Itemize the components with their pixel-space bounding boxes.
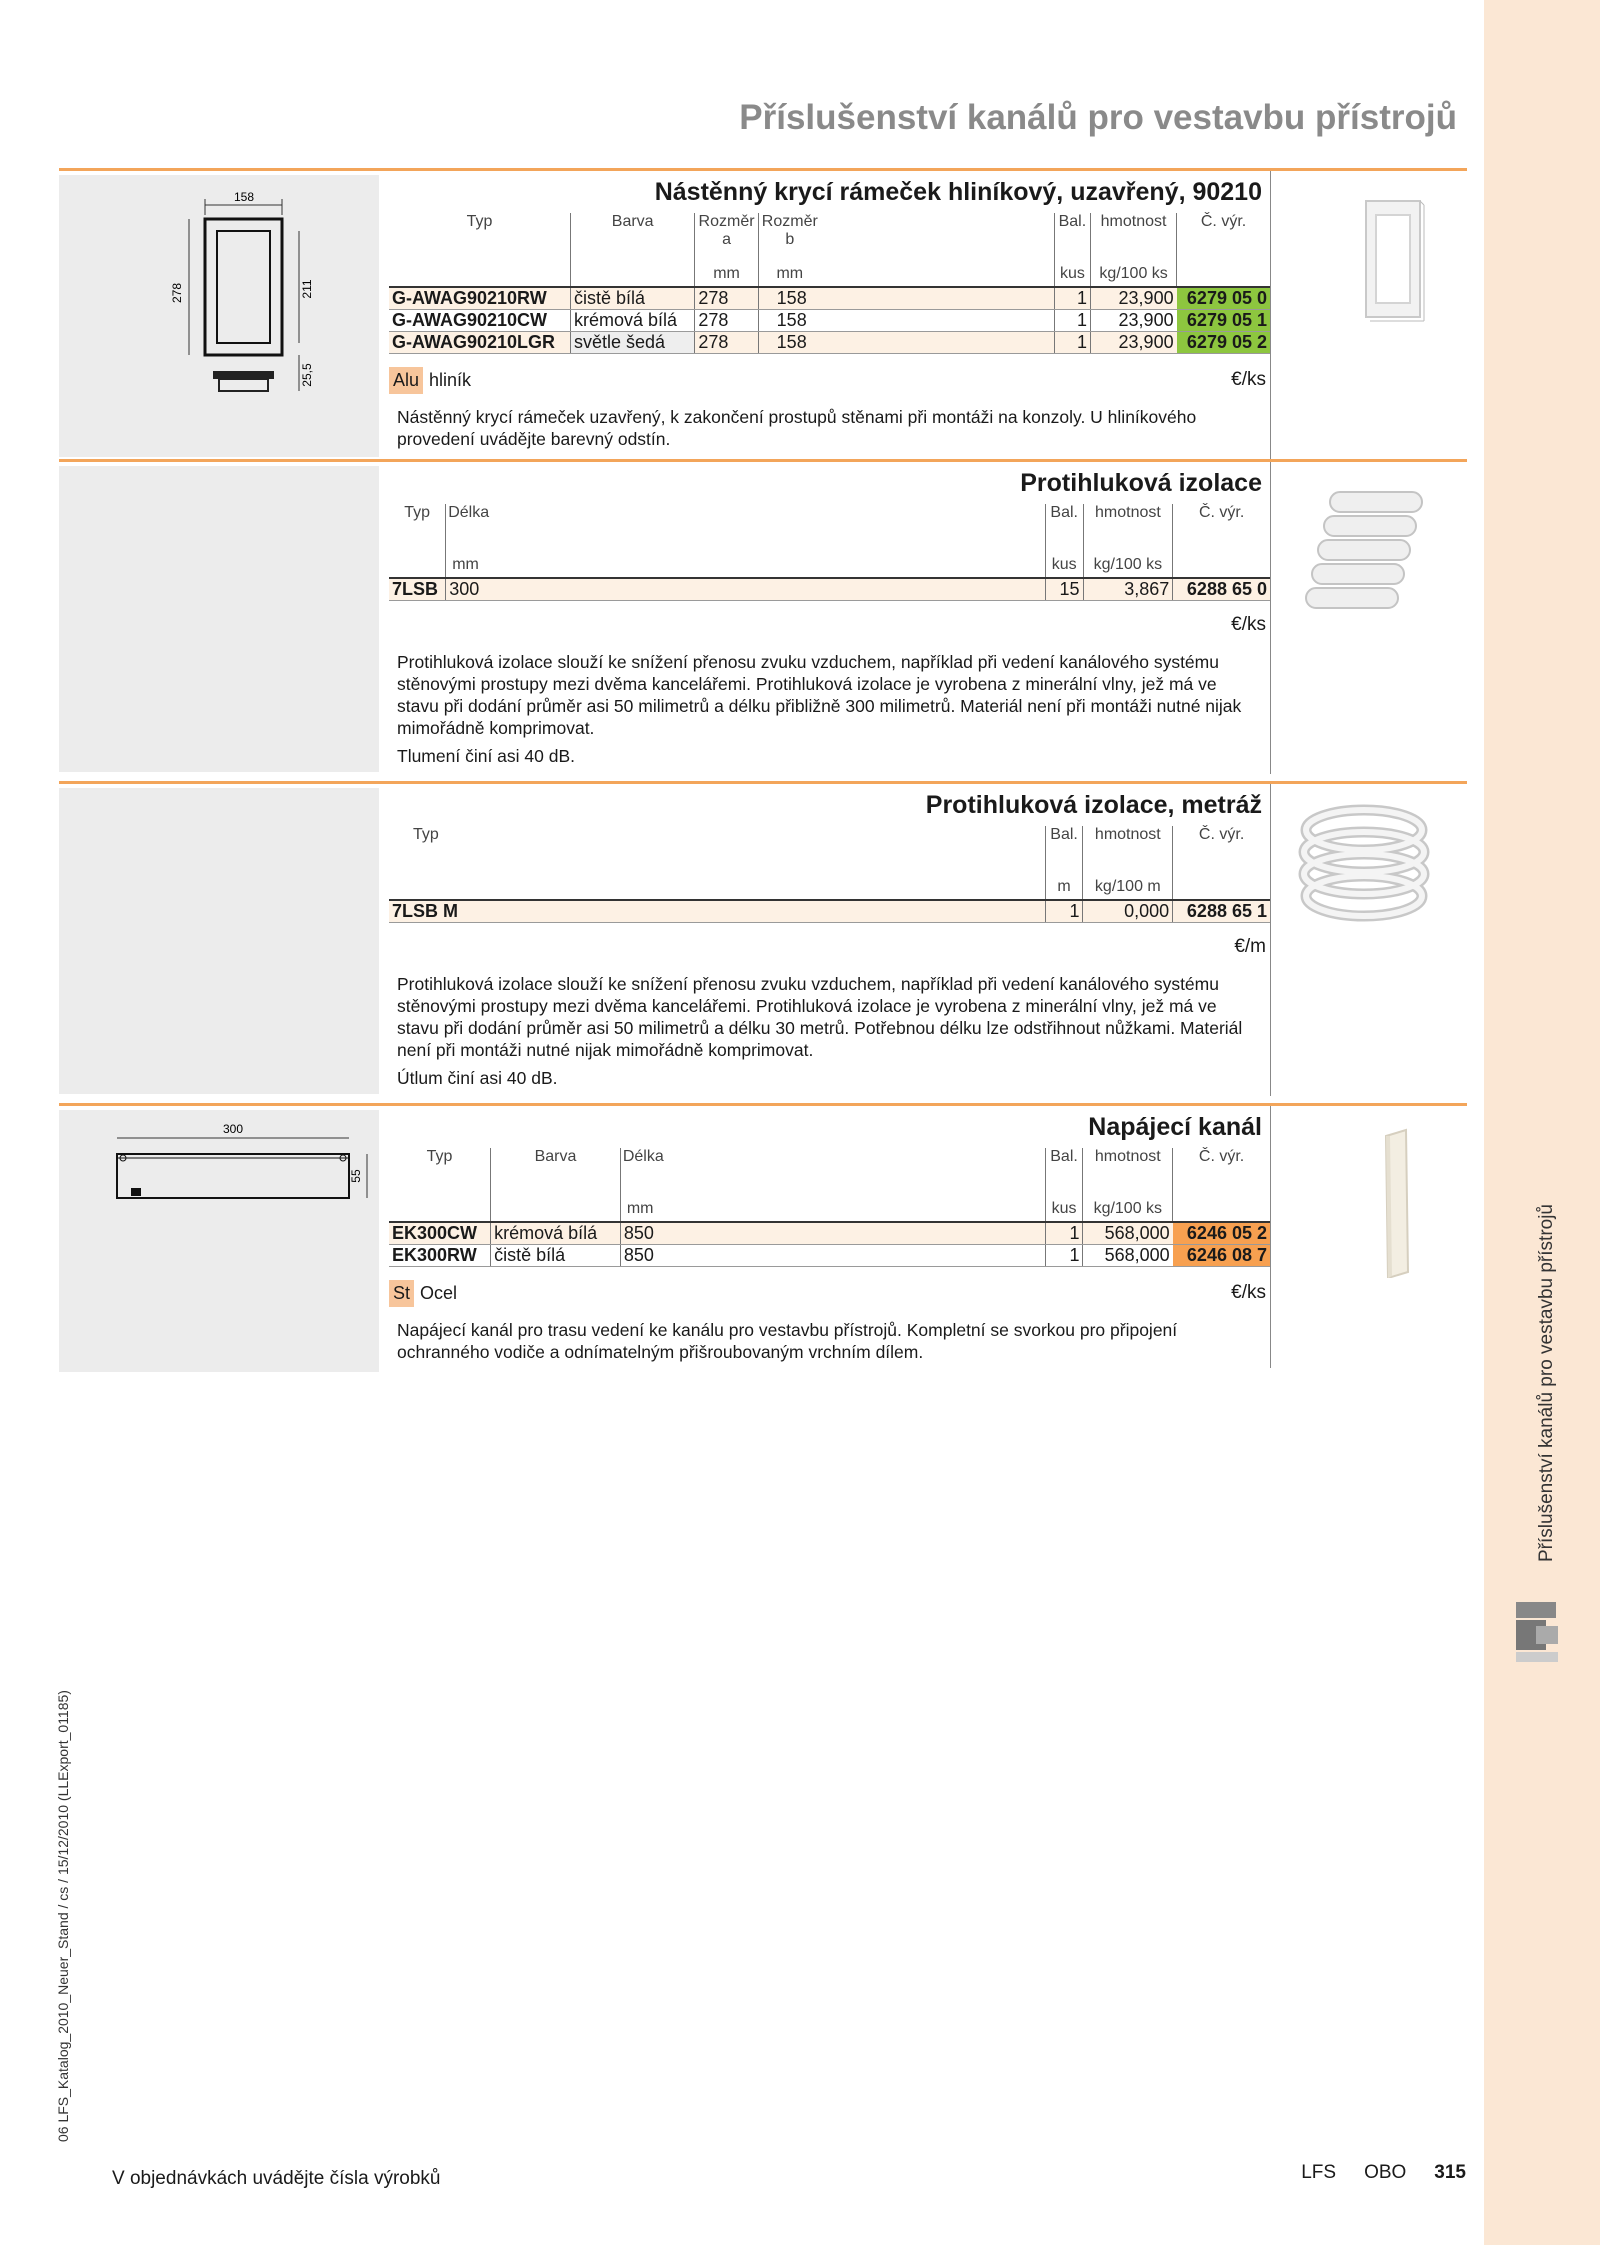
col-bal: Bal. [1045, 504, 1083, 550]
product-content [389, 1106, 1271, 1368]
col-hmotnost: hmotnost [1091, 213, 1177, 259]
product-photo-frame [1274, 187, 1454, 343]
article-number: 6288 65 1 [1173, 900, 1270, 923]
product-table [389, 504, 1270, 601]
description: Protihluková izolace slouží ke snížení přenosu zvuku vzduchem, například při vedení kanálového systému stěnovými prostupy mezi dvěma kancelářemi. Protihluková izolace je vyrobena z minerální vlny, jež má ve stavu při dodání průměr asi 50 milimetrů a délku 30 metrů. Potřebnou délku lze odstřihnout nůžkami. Materiál není při montáži nutné nijak mimořádně komprimovat. Útlum činí asi 40 dB. [397, 974, 1243, 1088]
product-table [389, 1148, 1270, 1267]
unit-hmotnost: kg/100 ks [1091, 259, 1177, 287]
export-info: 06 LFS_Katalog_2010_Neuer_Stand / cs / 15/12/2010 (LLExport_01185) [55, 1690, 71, 2142]
section-insulation-roll [59, 781, 1467, 1103]
description: Protihluková izolace slouží ke snížení přenosu zvuku vzduchem, například při vedení kanálového systému stěnovými prostupy mezi dvěma kancelářemi. Protihluková izolace je vyrobena z minerální vlny, jež má ve stavu při dodání průměr asi 50 milimetrů a délku přibližně 300 milimetrů. Materiál není při montáži nutné nijak mimořádně komprimovat. Tlumení činí asi 40 dB. [397, 652, 1242, 766]
page-title: Příslušenství kanálů pro vestavbu přístrojů [739, 98, 1457, 137]
col-typ: Typ [413, 826, 439, 843]
table-row: EK300RW čistě bílá 850 1 568,000 6246 08 7 [389, 1245, 1270, 1267]
material-row [389, 362, 1270, 398]
col-cislo: Č. výr. [1173, 826, 1270, 872]
section-power-channel [59, 1103, 1467, 1371]
col-hmotnost: hmotnost [1083, 826, 1173, 872]
unit-delka: mm [620, 1194, 1045, 1222]
channel-drawing [59, 1110, 379, 1210]
article-number: 6279 05 1 [1177, 310, 1270, 332]
material-name: hliník [429, 369, 472, 390]
material-code: Alu [389, 367, 423, 394]
col-cislo: Č. výr. [1173, 1148, 1270, 1194]
table-row: 7LSB 300 15 3,867 6288 65 0 [389, 578, 1270, 601]
product-content [389, 171, 1271, 467]
footer-brand-lfs: LFS [1301, 2162, 1337, 2183]
product-table [389, 826, 1270, 923]
dim-depth-label: 25,5 [300, 363, 314, 387]
product-photo-channel [1274, 1122, 1454, 1278]
section-title: Nástěnný krycí rámeček hliníkový, uzavřený, 90210 [654, 178, 1262, 206]
price-unit: €/ks [1231, 614, 1266, 635]
table-row: G-AWAG90210RW čistě bílá 278 158 1 23,900 6279 05 0 [389, 287, 1270, 310]
col-barva: Barva [491, 1148, 621, 1194]
image-panel [59, 466, 379, 772]
col-bal: Bal. [1054, 213, 1090, 259]
section-title: Napájecí kanál [1088, 1113, 1262, 1141]
col-hmotnost: hmotnost [1083, 1148, 1173, 1194]
material-row [389, 1275, 1270, 1311]
price-unit: €/ks [1231, 369, 1266, 390]
table-row: G-AWAG90210LGR světle šedá 278 158 1 23,900 6279 05 2 [389, 332, 1270, 354]
col-rozmer-b: Rozměr b [758, 213, 821, 259]
unit-bal: m [1045, 872, 1083, 900]
unit-delka: mm [446, 550, 1046, 578]
product-content [389, 784, 1271, 1096]
col-typ: Typ [404, 504, 430, 521]
page-number: 315 [1434, 2162, 1466, 2183]
table-row: 7LSB M 1 0,000 6288 65 1 [389, 900, 1270, 923]
section-insulation [59, 459, 1467, 781]
table-row: G-AWAG90210CW krémová bílá 278 158 1 23,900 6279 05 1 [389, 310, 1270, 332]
col-typ: Typ [466, 213, 493, 230]
col-hmotnost: hmotnost [1083, 504, 1173, 550]
footer-brand [1301, 2162, 1466, 2184]
unit-b: mm [758, 259, 821, 287]
col-bal: Bal. [1045, 826, 1083, 872]
table-row: EK300CW krémová bílá 850 1 568,000 6246 05 2 [389, 1222, 1270, 1245]
col-rozmer-a: Rozměr a [695, 213, 758, 259]
technical-drawing-panel [59, 175, 379, 457]
unit-a: mm [695, 259, 758, 287]
unit-bal: kus [1045, 550, 1083, 578]
unit-hmotnost: kg/100 ks [1083, 1194, 1173, 1222]
col-delka: Délka [620, 1148, 1045, 1194]
dim-inner-label: 211 [300, 279, 314, 299]
unit-hmotnost: kg/100 ks [1083, 550, 1173, 578]
article-number: 6279 05 0 [1177, 287, 1270, 310]
section-title: Protihluková izolace, metráž [925, 791, 1262, 819]
description: Napájecí kanál pro trasu vedení ke kanálu pro vestavbu přístrojů. Kompletní se svorkou pro připojení ochranného vodiče a odnímatelným přišroubovaným vrchním dílem. [397, 1320, 1178, 1362]
unit-bal: kus [1045, 1194, 1083, 1222]
product-content [389, 462, 1271, 774]
material-name: Ocel [420, 1282, 458, 1303]
price-unit: €/m [1234, 936, 1266, 957]
article-number: 6246 05 2 [1173, 1222, 1270, 1245]
col-bal: Bal. [1045, 1148, 1083, 1194]
description: Nástěnný krycí rámeček uzavřený, k zakončení prostupů stěnami při montáži na konzoly. U hliníkového provedení uvádějte barevný odstín. [397, 407, 1197, 449]
sidebar-chapter-label: Příslušenství kanálů pro vestavbu přístrojů [1536, 1203, 1557, 1562]
product-photo-insulation [1274, 472, 1454, 618]
sidebar-band [1484, 0, 1600, 2245]
product-table [389, 213, 1270, 354]
unit-bal: kus [1054, 259, 1090, 287]
dim-length-label: 300 [222, 1122, 244, 1136]
col-typ: Typ [426, 1148, 453, 1165]
unit-hmotnost: kg/100 m [1083, 872, 1173, 900]
footer-note: V objednávkách uvádějte čísla výrobků [112, 2168, 441, 2189]
col-cislo: Č. výr. [1173, 504, 1270, 550]
col-barva: Barva [570, 213, 694, 259]
article-number: 6288 65 0 [1173, 578, 1270, 601]
section-title: Protihluková izolace [1020, 469, 1262, 497]
price-unit: €/ks [1231, 1282, 1266, 1303]
footer-brand-obo: OBO [1364, 2162, 1407, 2183]
article-number: 6246 08 7 [1173, 1245, 1270, 1267]
dim-channel-height-label: 55 [349, 1169, 363, 1183]
col-delka: Délka [446, 504, 1046, 550]
image-panel [59, 788, 379, 1094]
product-photo-insulation-roll [1274, 792, 1454, 942]
dim-height-label: 278 [170, 282, 184, 304]
dim-width-label: 158 [233, 190, 255, 204]
section-frame [59, 168, 1467, 464]
material-code: St [389, 1280, 414, 1307]
article-number: 6279 05 2 [1177, 332, 1270, 354]
frame-drawing [59, 175, 379, 457]
technical-drawing-panel [59, 1110, 379, 1372]
col-cislo: Č. výr. [1177, 213, 1270, 259]
chapter-thumbnail-icon [1514, 1602, 1560, 1662]
